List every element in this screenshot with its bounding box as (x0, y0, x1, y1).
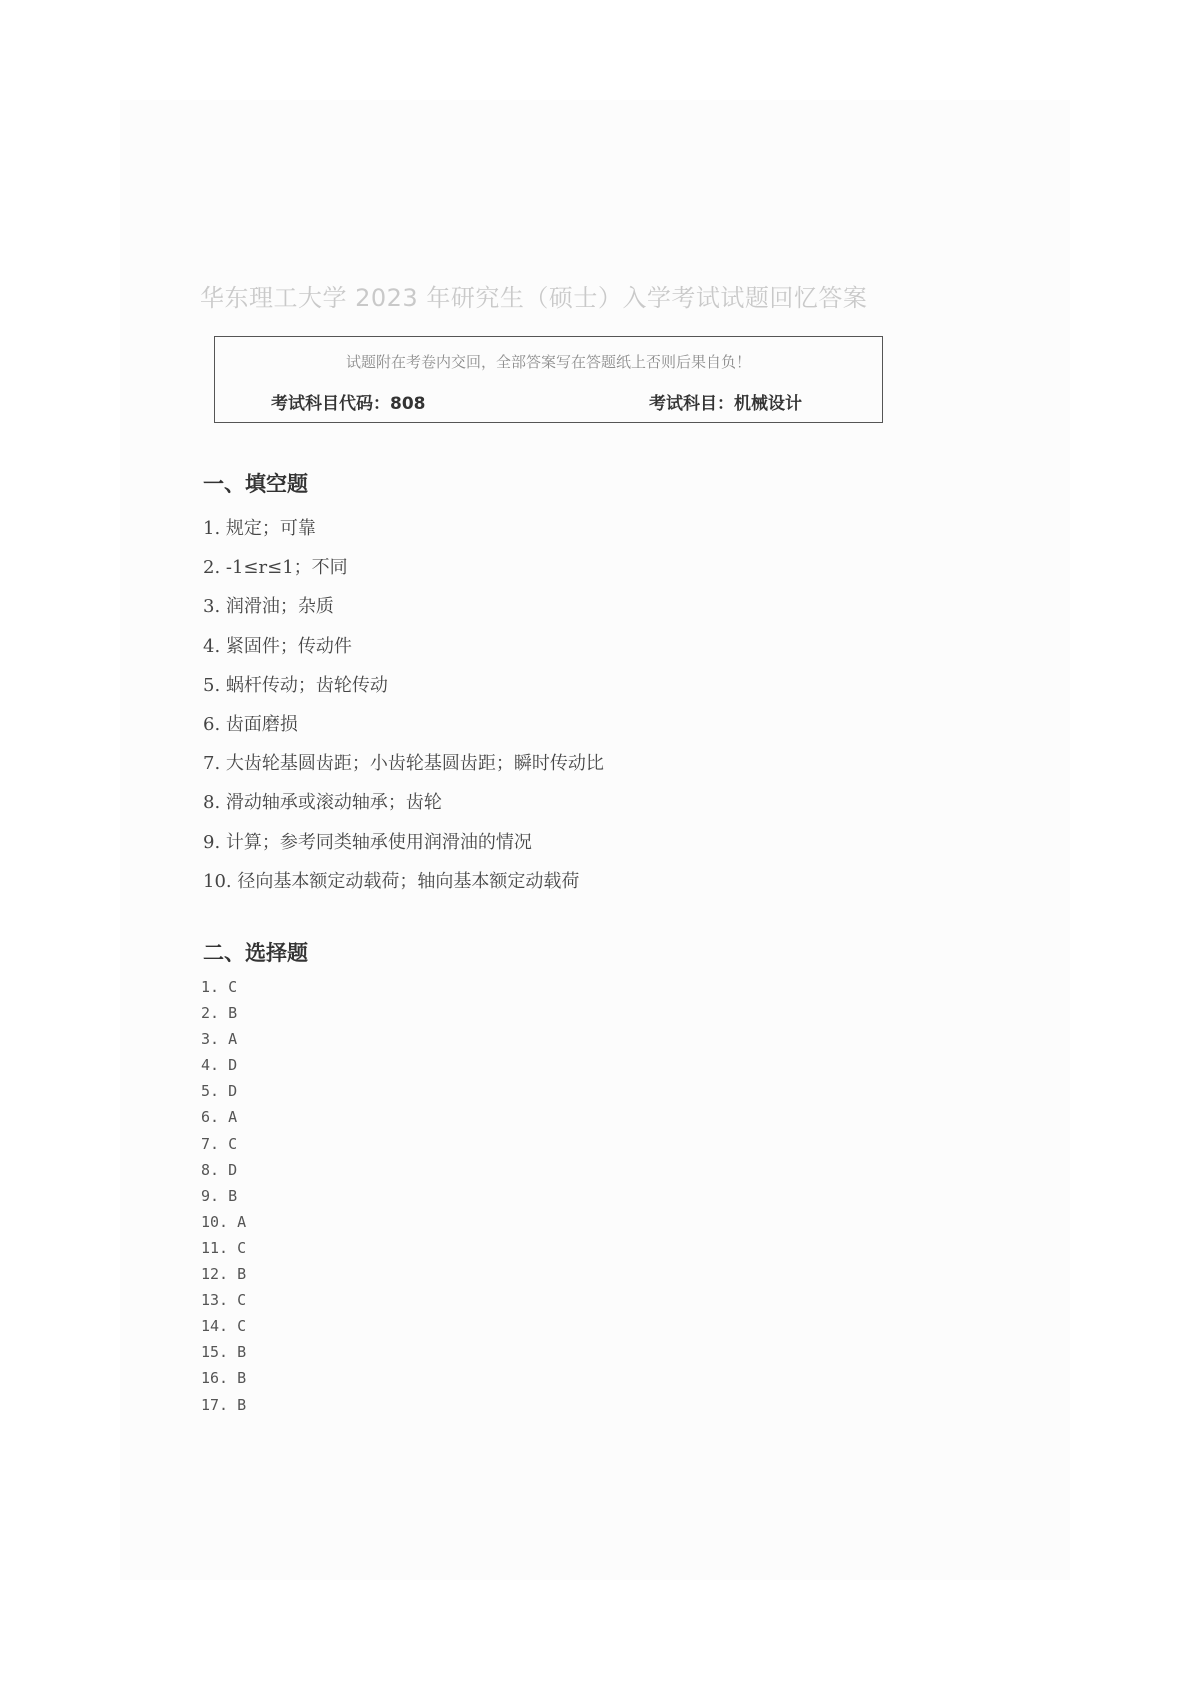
list-item: 6. 齿面磨损 (203, 713, 298, 735)
list-item: 2. -1≤r≤1；不同 (203, 557, 348, 579)
multiple-choice-answers-list (201, 976, 246, 1420)
list-item: 16. B (201, 1369, 247, 1388)
list-item: 13. C (201, 1291, 247, 1310)
list-item: 2. B (201, 1004, 238, 1023)
list-item: 8. D (201, 1160, 238, 1179)
section-heading-multiple-choice: 二、选择题 (203, 941, 308, 965)
exam-code: 考试科目代码：808 (271, 394, 426, 414)
list-item: 3. A (201, 1030, 238, 1049)
list-item: 5. 蜗杆传动；齿轮传动 (203, 674, 388, 696)
exam-notice: 试题附在考卷内交回，全部答案写在答题纸上否则后果自负！ (345, 353, 751, 371)
list-item: 8. 滑动轴承或滚动轴承；齿轮 (203, 792, 442, 814)
list-item: 4. 紧固件；传动件 (203, 635, 352, 657)
fill-in-answers-list (203, 514, 604, 906)
list-item: 14. C (201, 1317, 247, 1336)
list-item: 5. D (201, 1082, 238, 1101)
list-item: 6. A (201, 1108, 238, 1127)
list-item: 9. B (201, 1186, 238, 1205)
list-item: 4. D (201, 1056, 238, 1075)
list-item: 15. B (201, 1343, 247, 1362)
list-item: 10. 径向基本额定动载荷；轴向基本额定动载荷 (203, 870, 580, 892)
exam-info-box (214, 336, 883, 423)
list-item: 1. C (201, 978, 238, 996)
list-item: 10. A (201, 1212, 247, 1231)
section-heading-fill-in: 一、填空题 (203, 472, 308, 496)
exam-subject: 考试科目：机械设计 (649, 394, 802, 414)
list-item: 11. C (201, 1238, 247, 1257)
list-item: 7. 大齿轮基圆齿距；小齿轮基圆齿距；瞬时传动比 (203, 753, 604, 775)
list-item: 12. B (201, 1265, 247, 1284)
list-item: 9. 计算；参考同类轴承使用润滑油的情况 (203, 831, 532, 853)
document-title: 华东理工大学 2023 年研究生（硕士）入学考试试题回忆答案 (200, 284, 868, 312)
list-item: 1. 规定；可靠 (203, 518, 316, 539)
list-item: 3. 润滑油；杂质 (203, 596, 334, 618)
list-item: 7. C (201, 1134, 238, 1153)
list-item: 17. B (201, 1395, 247, 1414)
